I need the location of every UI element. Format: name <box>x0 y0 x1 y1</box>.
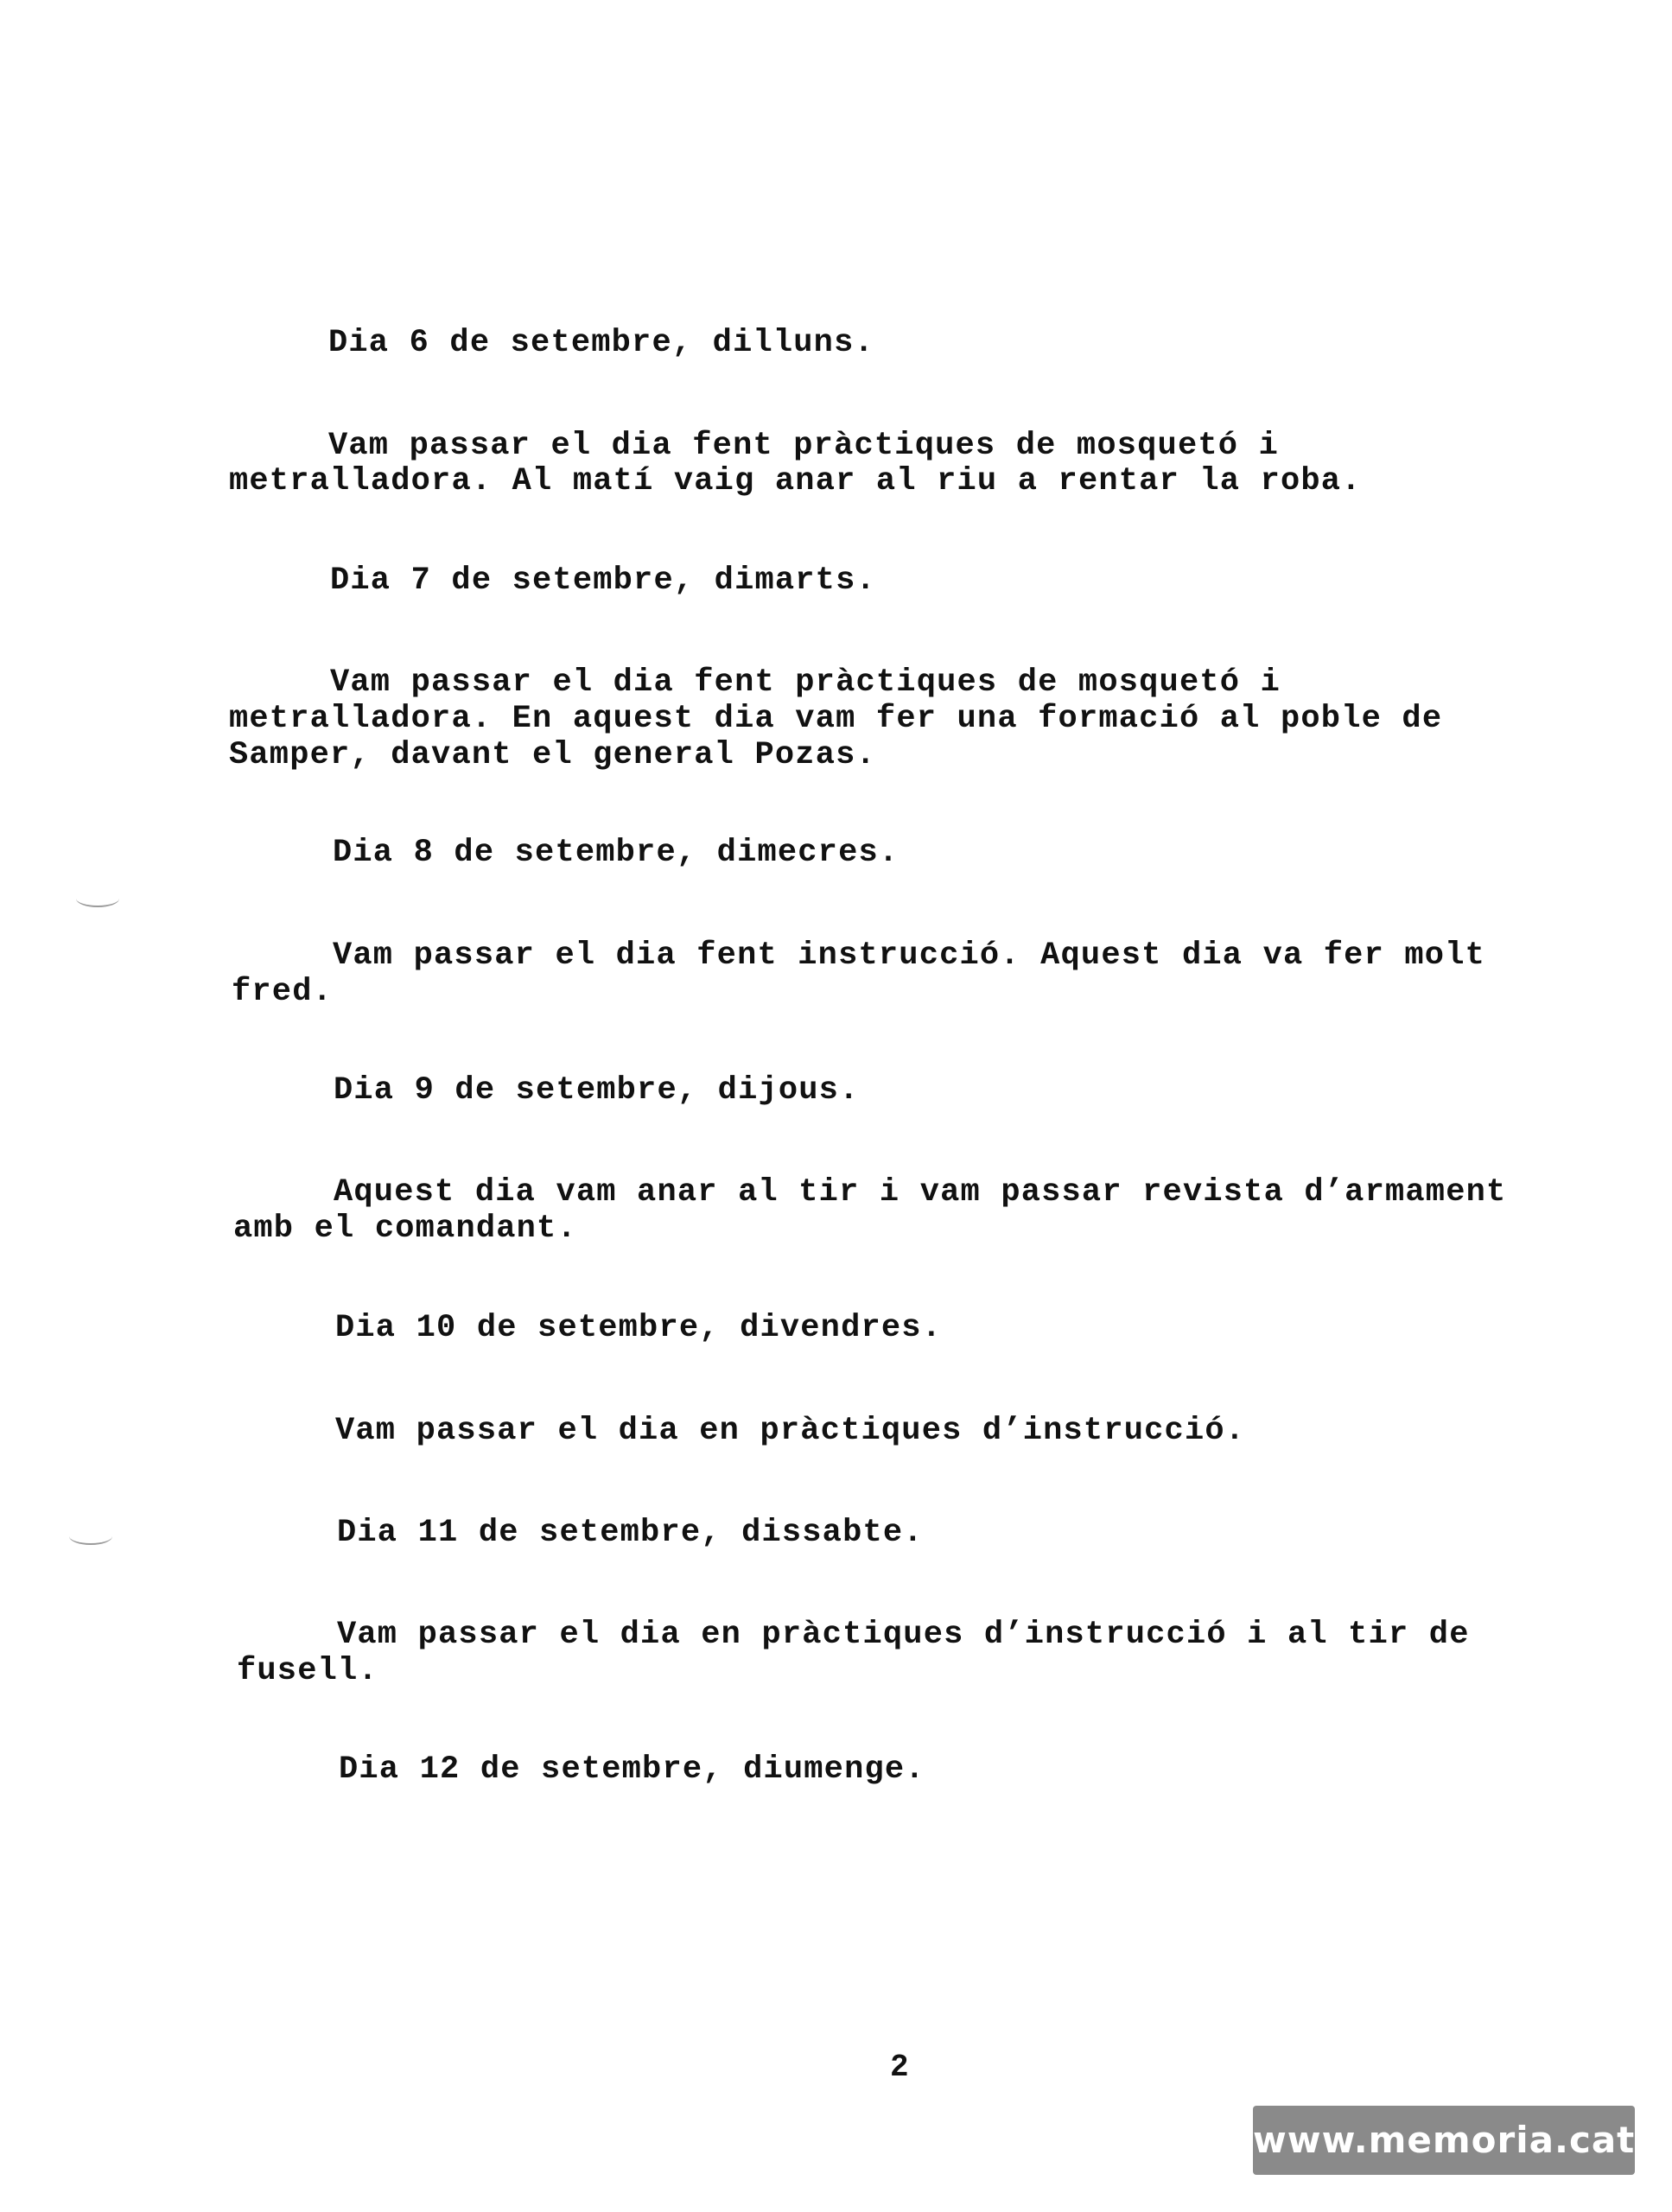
entry-heading: Dia 12 de setembre, diumenge. <box>339 1751 925 1788</box>
entry-heading: Dia 7 de setembre, dimarts. <box>330 563 876 599</box>
entry-body-line: Vam passar el dia fent pràctiques de mosquetó i <box>330 664 1281 701</box>
entry-body-line: fred. <box>232 974 334 1010</box>
entry-body-line: metralladora. Al matí vaig anar al riu a rentar la roba. <box>229 463 1362 499</box>
entry-body-line: Aquest dia vam anar al tir i vam passar revista d’armament <box>334 1174 1507 1211</box>
entry-heading: Dia 11 de setembre, dissabte. <box>337 1515 924 1551</box>
entry-heading: Dia 9 de setembre, dijous. <box>334 1072 860 1109</box>
entry-heading: Dia 8 de setembre, dimecres. <box>333 835 900 871</box>
entry-body-line: Vam passar el dia en pràctiques d’instrucció i al tir de <box>337 1617 1470 1653</box>
watermark-link[interactable]: www.memoria.cat <box>1253 2106 1635 2175</box>
entry-heading: Dia 10 de setembre, divendres. <box>335 1310 943 1346</box>
punch-hole-mark <box>76 890 119 907</box>
entry-body-line: amb el comandant. <box>233 1211 577 1247</box>
entry-body-line: Samper, davant el general Pozas. <box>229 737 876 773</box>
page-number: 2 <box>890 2050 909 2085</box>
entry-body-line: Vam passar el dia fent pràctiques de mosquetó i <box>328 428 1279 464</box>
entry-body-line: Vam passar el dia fent instrucció. Aquest dia va fer molt <box>333 938 1486 974</box>
entry-heading: Dia 6 de setembre, dilluns. <box>328 325 874 361</box>
entry-body-line: metralladora. En aquest dia vam fer una formació al poble de <box>229 701 1443 737</box>
entry-body-line: fusell. <box>237 1653 378 1689</box>
punch-hole-mark <box>69 1528 112 1545</box>
entry-body-line: Vam passar el dia en pràctiques d’instrucció. <box>335 1413 1246 1449</box>
